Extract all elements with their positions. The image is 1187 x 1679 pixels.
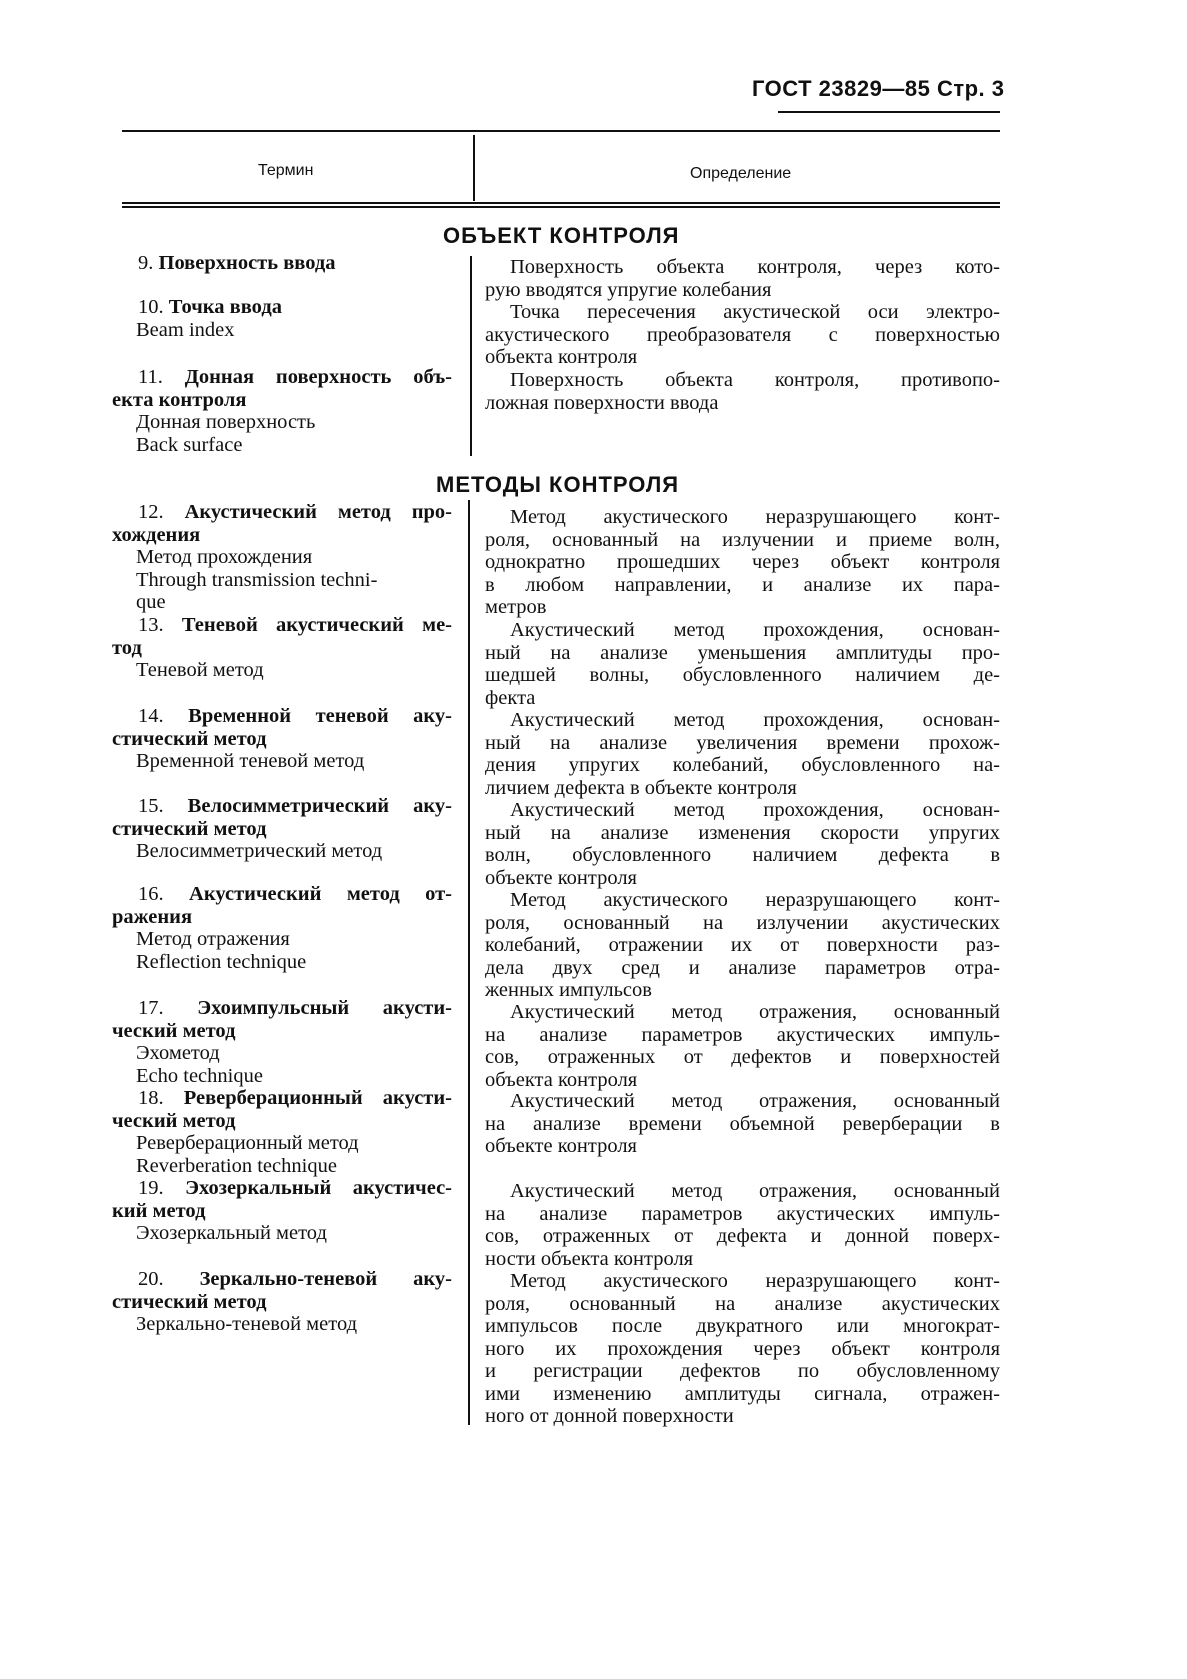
term-title-line: ческий метод [112,1109,236,1132]
definition-line: дела двух сред и анализе параметров отра- [485,956,1000,979]
term-number: 19. [138,1177,164,1199]
term-synonym: Эхозеркальный метод [136,1222,327,1244]
term-number: 10. [138,296,164,318]
term-title-line: стический метод [112,817,267,840]
definition-line: рую вводятся упругие колебания [485,278,772,301]
definition-line: Акустический метод прохождения, основан- [510,709,1000,731]
definition-entry [485,799,1000,889]
term-entry [112,252,452,275]
term-entry [112,614,452,682]
term-title: Теневой акустический ме- [181,614,452,636]
definition-line: Поверхность объекта контроля, через кото- [510,256,1000,278]
term-title: Акустический метод про- [184,501,452,523]
definition-line: и регистрации дефектов по обусловленному [485,1360,1000,1382]
header-divider [473,135,475,201]
term-number: 12. [138,501,164,523]
term-synonym: Донная поверхность [136,411,316,433]
term-title-line: стический метод [112,1290,267,1313]
term-title-line [112,1268,452,1291]
definition-line: сов, отраженных от дефекта и донной поверх- [485,1225,1000,1247]
definition-line: Акустический метод отражения, основанный [510,1180,1000,1202]
term-title-line: тод [112,636,142,659]
term-entry [112,795,452,863]
section-title-object: ОБЪЕКТ КОНТРОЛЯ [443,223,680,248]
page-header: ГОСТ 23829—85 Стр. 3 [752,76,1005,101]
definition-line: Акустический метод отражения, основанный [510,1001,1000,1023]
term-entry [112,1087,452,1177]
section-title-methods: МЕТОДЫ КОНТРОЛЯ [436,472,680,497]
term-title-line: ражения [112,905,193,928]
term-title-line [112,997,452,1020]
definition-line: на анализе параметров акустических импуль- [485,1202,1000,1225]
term-title-line [112,614,452,637]
definition-entry [485,619,1000,709]
term-number: 9. [138,252,154,274]
definition-line: однократно прошедших через объект контроля [485,551,1000,573]
term-synonym: Метод прохождения [136,546,313,568]
definition-line: роля, основанный на излучении акустических [485,911,1000,934]
definition-line: объекта контроля [485,346,638,368]
term-synonym: que [136,591,166,613]
term-number: 11. [138,366,163,388]
term-entry [112,997,452,1087]
definition-entry [485,369,1000,414]
header-rule-2 [122,206,1000,208]
definition-entry [485,1001,1000,1091]
column-header-definition: Определение [690,165,792,182]
definition-line: колебаний, отражении их от поверхности раз- [485,934,1000,956]
header-rule-1 [122,202,1000,204]
term-title-line [112,296,452,319]
definition-line: импульсов после двукратного или многократ- [485,1315,1000,1337]
term-entry [112,366,452,456]
term-title: Реверберационный акусти- [183,1087,452,1109]
definition-entry [485,256,1000,301]
definition-entry [485,1270,1000,1428]
definition-line: объекте контроля [485,1135,637,1157]
term-synonym: Back surface [136,433,243,456]
definition-line: метров [485,596,547,618]
term-synonym: Теневой метод [136,659,264,681]
table-top-rule [122,130,1000,132]
definition-line: Акустический метод прохождения, основан- [510,619,1000,641]
definition-entry [485,1180,1000,1270]
definition-line: шедшей волны, обусловленного наличием де- [485,664,1000,686]
term-synonym: Велосимметрический метод [136,840,383,862]
definition-entry [485,1090,1000,1158]
term-number: 13. [138,614,164,636]
definition-line: ного их прохождения через объект контроля [485,1337,1000,1360]
definition-line: Метод акустического неразрушающего конт- [510,889,1000,911]
definition-line: в любом направлении, и анализе их пара- [485,573,1000,596]
term-title: Точка ввода [168,296,282,318]
column-header-term: Термин [258,162,314,179]
header-rule [778,111,1000,113]
term-synonym: Временной теневой метод [136,750,365,772]
definition-line: роля, основанный на анализе акустических [485,1292,1000,1315]
term-entry [112,705,452,773]
term-number: 14. [138,705,164,727]
definition-line: ложная поверхности ввода [485,391,719,414]
term-title-line [112,883,452,906]
term-title: Акустический метод от- [189,883,453,905]
definition-line: ный на анализе увеличения времени прохож- [485,731,1000,754]
definition-entry [485,889,1000,1002]
term-title: Велосимметрический аку- [187,795,452,817]
term-title: Поверхность ввода [158,252,336,274]
term-number: 18. [138,1087,164,1109]
definition-entry [485,506,1000,619]
term-number: 15. [138,795,164,817]
definition-line: ного от донной поверхности [485,1405,734,1427]
definition-line: ности объекта контроля [485,1247,694,1270]
term-title: Донная поверхность объ- [184,366,453,388]
definition-line: дения упругих колебаний, обусловленного на- [485,754,1000,776]
definition-line: на анализе времени объемной реверберации в [485,1112,1000,1135]
term-number: 20. [138,1268,164,1290]
definition-line: роля, основанный на излучении и приеме волн, [485,528,1000,551]
term-title-line [112,366,452,389]
term-title-line [112,252,452,275]
definition-line: ный на анализе изменения скорости упругих [485,821,1000,844]
definition-entry [485,301,1000,369]
term-synonym: Reverberation technique [136,1154,337,1177]
definition-line: ный на анализе уменьшения амплитуды про- [485,641,1000,664]
term-title-line [112,795,452,818]
definition-line: на анализе параметров акустических импуль- [485,1023,1000,1046]
term-entry [112,1177,452,1245]
term-number: 16. [138,883,164,905]
definition-line: ими изменению амплитуды сигнала, отражен- [485,1382,1000,1405]
term-title-line: хождения [112,523,201,546]
term-entry [112,501,452,614]
term-synonym: Echo technique [136,1064,263,1087]
term-synonym: Beam index [136,318,235,341]
term-title-line: ческий метод [112,1019,236,1042]
term-title-line: кий метод [112,1199,206,1222]
term-entry [112,296,452,341]
column-divider-1 [470,256,472,456]
term-synonym: Эхометод [136,1042,220,1064]
definition-line: волн, обусловленного наличием дефекта в [485,844,1000,866]
term-synonym: Метод отражения [136,928,290,950]
definition-line: Поверхность объекта контроля, противопо- [510,369,1000,391]
term-entry [112,883,452,973]
term-synonym: Зеркально-теневой метод [136,1313,358,1335]
definition-line: акустического преобразователя с поверхностью [485,323,1000,346]
term-synonym: Through transmission techni- [136,568,378,591]
term-title: Эхозеркальный акустичес- [185,1177,452,1199]
definition-line: личием дефекта в объекте контроля [485,776,797,799]
term-entry [112,1268,452,1336]
term-title: Временной теневой аку- [188,705,453,727]
definition-entry [485,709,1000,799]
definition-line: Метод акустического неразрушающего конт- [510,1270,1000,1292]
term-title-line [112,1177,452,1200]
term-title-line [112,1087,452,1110]
term-synonym: Reflection technique [136,950,307,973]
definition-line: фекта [485,686,536,709]
term-title-line [112,705,452,728]
definition-line: объекте контроля [485,866,637,889]
definition-line: Акустический метод прохождения, основан- [510,799,1000,821]
definition-line: Точка пересечения акустической оси электро- [510,301,1000,323]
term-number: 17. [138,997,164,1019]
column-divider-2 [468,500,470,1425]
term-title: Эхоимпульсный акусти- [197,997,452,1019]
definition-line: Акустический метод отражения, основанный [510,1090,1000,1112]
definition-line: объекта контроля [485,1068,638,1091]
term-synonym: Реверберационный метод [136,1132,359,1154]
definition-line: сов, отраженных от дефектов и поверхностей [485,1046,1000,1068]
term-title-line: екта контроля [112,388,247,411]
term-title-line [112,501,452,524]
definition-line: Метод акустического неразрушающего конт- [510,506,1000,528]
term-title: Зеркально-теневой аку- [199,1268,452,1290]
definition-line: женных импульсов [485,979,652,1001]
term-title-line: стический метод [112,727,267,750]
